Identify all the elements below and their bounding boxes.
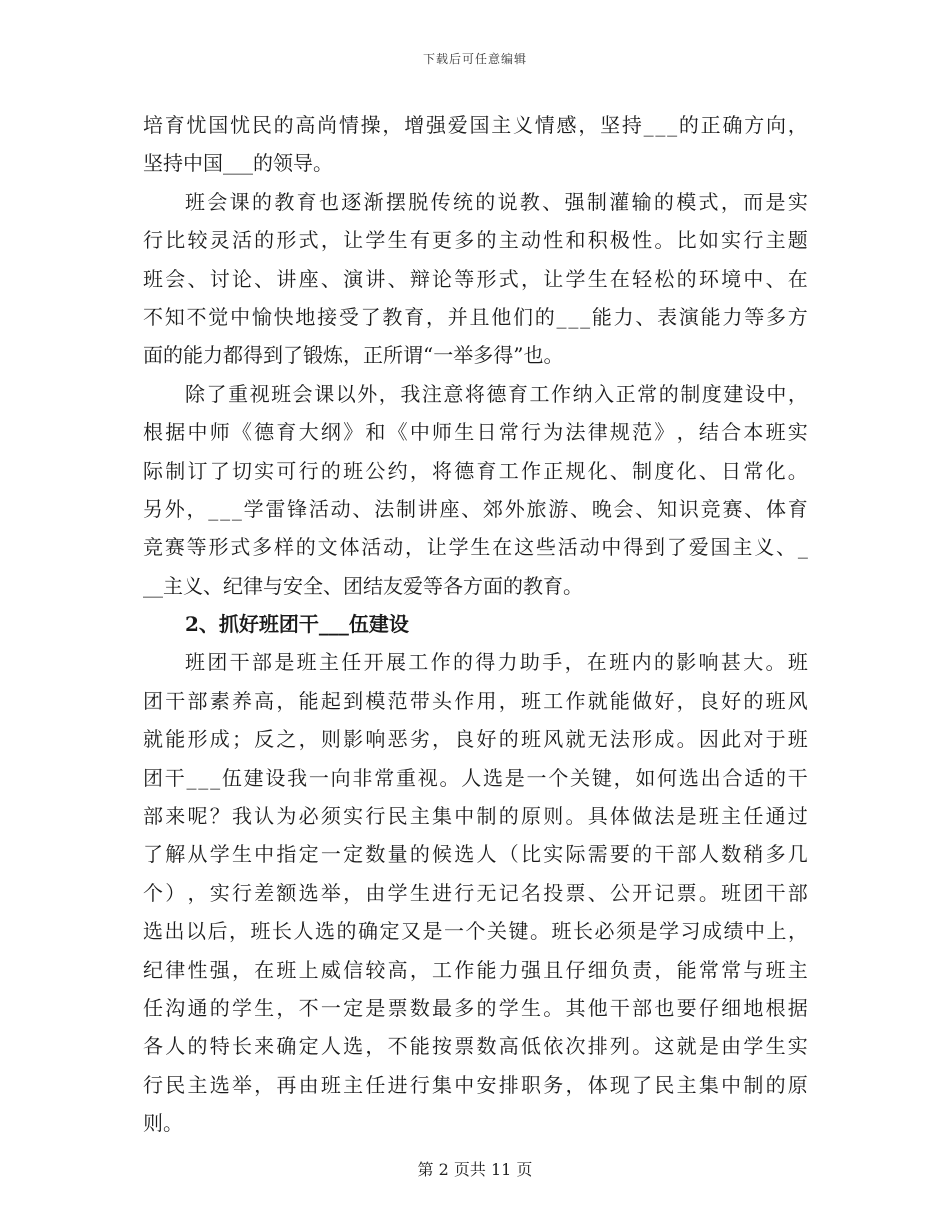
header-note: 下载后可任意编辑 xyxy=(422,52,527,66)
text-line: 不 知 不 觉 中 愉 快 地 接 受 了 教 育 ， 并 且 他 们 的 _ _ _ 能 力 、 表 演 能 力 等 多 方 xyxy=(143,304,808,329)
text-line: 了 解 从 学 生 中 指 定 一 定 数 量 的 候 选 人 （ 比 实 际 需 要 的 干 部 人 数 稍 多 几 xyxy=(143,842,808,867)
text-line: 行 民 主 选 举 ， 再 由 班 主 任 进 行 集 中 安 排 职 务 ， 体 现 了 民 主 集 中 制 的 原 xyxy=(143,1072,808,1097)
text-line: 部 来 呢 ？ 我 认 为 必 须 实 行 民 主 集 中 制 的 原 则 。 具 体 做 法 是 班 主 任 通 过 xyxy=(143,804,808,829)
text-line: 各 人 的 特 长 来 确 定 人 选 ， 不 能 按 票 数 高 低 依 次 排 列 。 这 就 是 由 学 生 实 xyxy=(143,1034,808,1059)
text-line: 团 干 部 素 养 高 ， 能 起 到 模 范 带 头 作 用 ， 班 工 作 就 能 做 好 ， 良 好 的 班 风 xyxy=(143,688,808,713)
text-line: 班 会 课 的 教 育 也 逐 渐 摆 脱 传 统 的 说 教 、 强 制 灌 输 的 模 式 ， 而 是 实 xyxy=(185,189,808,214)
text-line: 选 出 以 后 ， 班 长 人 选 的 确 定 又 是 一 个 关 键 。 班 长 必 须 是 学 习 成 绩 中 上 ， xyxy=(143,919,808,944)
text-line: 竞 赛 等 形 式 多 样 的 文 体 活 动 ， 让 学 生 在 这 些 活 动 中 得 到 了 爱 国 主 义 、 _ xyxy=(143,535,808,560)
text-line: 行 比 较 灵 活 的 形 式 ， 让 学 生 有 更 多 的 主 动 性 和 积 极 性 。 比 如 实 行 主 题 xyxy=(143,228,808,253)
text-line: 个 ） ， 实 行 差 额 选 举 ， 由 学 生 进 行 无 记 名 投 票 、 公 开 记 票 。 班 团 干 部 xyxy=(143,880,808,905)
text-line: 团 干 _ _ _ 伍 建 设 我 一 向 非 常 重 视 。 人 选 是 一 个 关 键 ， 如 何 选 出 合 适 的 干 xyxy=(143,765,808,790)
text-line: 培 育 忧 国 忧 民 的 高 尚 情 操 ， 增 强 爱 国 主 义 情 感 ， 坚 持 _ _ _ 的 正 确 方 向 ， xyxy=(143,113,808,137)
text-line: 际 制 订 了 切 实 可 行 的 班 公 约 ， 将 德 育 工 作 正 规 化 、 制 度 化 、 日 常 化 。 xyxy=(143,458,808,483)
page-number: 第 2 页共 11 页 xyxy=(417,1160,533,1179)
text-line: 另 外 ， _ _ _ 学 雷 锋 活 动 、 法 制 讲 座 、 郊 外 旅 游 、 晚 会 、 知 识 竞 赛 、 体 育 xyxy=(143,496,808,521)
section-heading: 2、抓好班团干___伍建设 xyxy=(185,612,409,637)
text-line: 任 沟 通 的 学 生 ， 不 一 定 是 票 数 最 多 的 学 生 。 其 他 干 部 也 要 仔 细 地 根 据 xyxy=(143,995,808,1020)
text-line: 坚持中国___的领导。 xyxy=(143,151,333,176)
text-line: 班 团 干 部 是 班 主 任 开 展 工 作 的 得 力 助 手 ， 在 班 内 的 影 响 甚 大 。 班 xyxy=(185,650,808,675)
text-line: 纪 律 性 强 ， 在 班 上 威 信 较 高 ， 工 作 能 力 强 且 仔 细 负 责 ， 能 常 常 与 班 主 xyxy=(143,957,808,982)
text-line: 根 据 中 师 《 德 育 大 纲 》 和 《 中 师 生 日 常 行 为 法 律 规 范 》 ， 结 合 本 班 实 xyxy=(143,420,808,445)
text-line: 班 会 、 讨 论 、 讲 座 、 演 讲 、 辩 论 等 形 式 ， 让 学 生 在 轻 松 的 环 境 中 、 在 xyxy=(143,266,808,291)
text-line: __主义、纪律与安全、团结友爱等各方面的教育。 xyxy=(143,573,583,598)
text-line: 则。 xyxy=(143,1111,183,1136)
text-line: 除 了 重 视 班 会 课 以 外 ， 我 注 意 将 德 育 工 作 纳 入 正 常 的 制 度 建 设 中 ， xyxy=(185,381,808,406)
text-line: 面的能力都得到了锻炼，正所谓“一举多得”也。 xyxy=(143,343,564,368)
text-line: 就 能 形 成 ； 反 之 ， 则 影 响 恶 劣 ， 良 好 的 班 风 就 无 法 形 成 。 因 此 对 于 班 xyxy=(143,727,808,752)
document-body xyxy=(143,106,808,1143)
